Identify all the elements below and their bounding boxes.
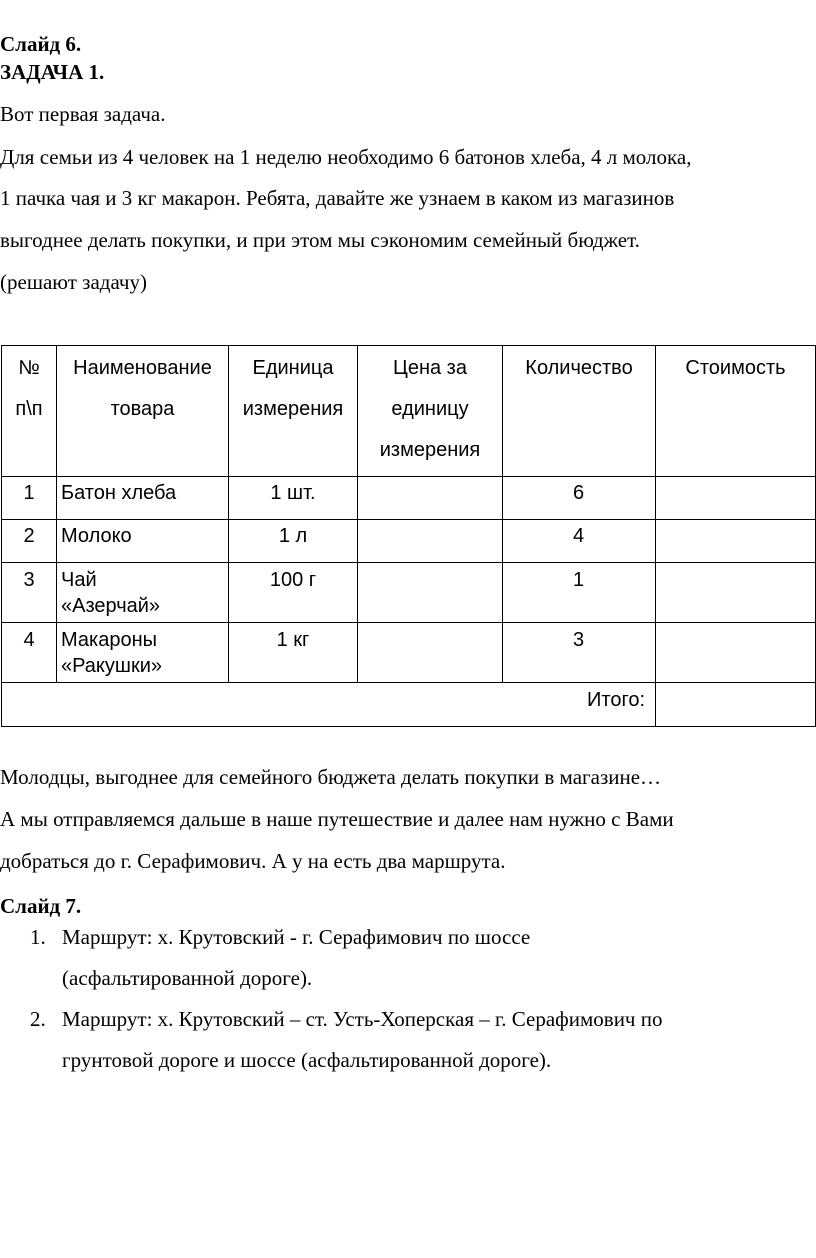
header-num-line-2: п\п <box>15 398 43 420</box>
row-name-line: Макароны <box>61 629 157 651</box>
header-unit-line-2: измерения <box>242 398 344 420</box>
row-price <box>358 623 503 683</box>
row-name <box>57 563 229 623</box>
row-num: 4 <box>2 623 57 683</box>
routes-list <box>0 917 816 1081</box>
row-qty: 6 <box>503 477 656 520</box>
intro-line: Вот первая задача. <box>0 102 166 126</box>
header-name-line-2: товара <box>110 398 175 420</box>
row-cost <box>656 520 816 563</box>
row-num: 2 <box>2 520 57 563</box>
row-price <box>358 477 503 520</box>
after-line-3: добраться до г. Серафимович. А у на есть два маршрута. <box>0 849 506 873</box>
shopping-table <box>1 345 816 727</box>
route-item <box>0 999 816 1081</box>
row-qty: 3 <box>503 623 656 683</box>
row-name-line: Батон хлеба <box>61 482 177 504</box>
route-line: грунтовой дороге и шоссе (асфальтированной дороге). <box>62 1048 552 1072</box>
table-row <box>2 623 816 683</box>
route-item <box>0 917 816 999</box>
row-cost <box>656 623 816 683</box>
slide-7-heading: Слайд 7. <box>0 894 82 918</box>
header-price-line-3: измерения <box>379 439 481 461</box>
row-unit: 1 л <box>229 520 358 563</box>
header-cost <box>656 346 816 477</box>
header-unit-line-1: Единица <box>252 357 334 379</box>
after-line-2: А мы отправляемся дальше в наше путешествие и далее нам нужно с Вами <box>0 807 674 831</box>
task-text-line-2: 1 пачка чая и 3 кг макарон. Ребята, давайте же узнаем в каком из магазинов <box>0 186 675 210</box>
row-name-line: Молоко <box>61 525 132 547</box>
row-name-line: «Азерчай» <box>61 595 161 617</box>
table-row <box>2 563 816 623</box>
row-price <box>358 563 503 623</box>
row-qty: 4 <box>503 520 656 563</box>
header-cost-label: Стоимость <box>685 357 786 379</box>
header-name <box>57 346 229 477</box>
route-line: (асфальтированной дороге). <box>62 966 313 990</box>
header-price-line-2: единицу <box>391 398 469 420</box>
row-num: 1 <box>2 477 57 520</box>
table-row <box>2 477 816 520</box>
task-text-line-3: выгоднее делать покупки, и при этом мы сэкономим семейный бюджет. <box>0 228 640 252</box>
table-header-row <box>2 346 816 477</box>
header-price <box>358 346 503 477</box>
total-label: Итого: <box>2 683 656 727</box>
table-total-row <box>2 683 816 727</box>
row-cost <box>656 477 816 520</box>
header-num-line-1: № <box>18 357 40 379</box>
slide-6-heading: Слайд 6. <box>0 32 82 56</box>
header-name-line-1: Наименование <box>73 357 212 379</box>
header-price-line-1: Цена за <box>393 357 467 379</box>
row-cost <box>656 563 816 623</box>
row-name-line: «Ракушки» <box>61 655 162 677</box>
after-line-1: Молодцы, выгоднее для семейного бюджета делать покупки в магазине… <box>0 765 662 789</box>
header-unit <box>229 346 358 477</box>
row-name <box>57 477 229 520</box>
header-num <box>2 346 57 477</box>
row-num: 3 <box>2 563 57 623</box>
task-text-line-4: (решают задачу) <box>0 270 147 294</box>
total-value <box>656 683 816 727</box>
row-name-line: Чай <box>61 569 97 591</box>
task-1-heading: ЗАДАЧА 1. <box>0 60 105 84</box>
header-qty <box>503 346 656 477</box>
task-text-line-1: Для семьи из 4 человек на 1 неделю необходимо 6 батонов хлеба, 4 л молока, <box>0 145 692 169</box>
route-line: Маршрут: х. Крутовский – ст. Усть-Хоперская – г. Серафимович по <box>62 1007 663 1031</box>
table-row <box>2 520 816 563</box>
header-qty-label: Количество <box>525 357 633 379</box>
route-line: Маршрут: х. Крутовский - г. Серафимович по шоссе <box>62 925 531 949</box>
row-qty: 1 <box>503 563 656 623</box>
row-unit: 1 шт. <box>229 477 358 520</box>
row-unit: 100 г <box>229 563 358 623</box>
route-number: 2. <box>30 1007 46 1031</box>
row-name <box>57 520 229 563</box>
row-name <box>57 623 229 683</box>
row-price <box>358 520 503 563</box>
route-number: 1. <box>30 925 46 949</box>
row-unit: 1 кг <box>229 623 358 683</box>
